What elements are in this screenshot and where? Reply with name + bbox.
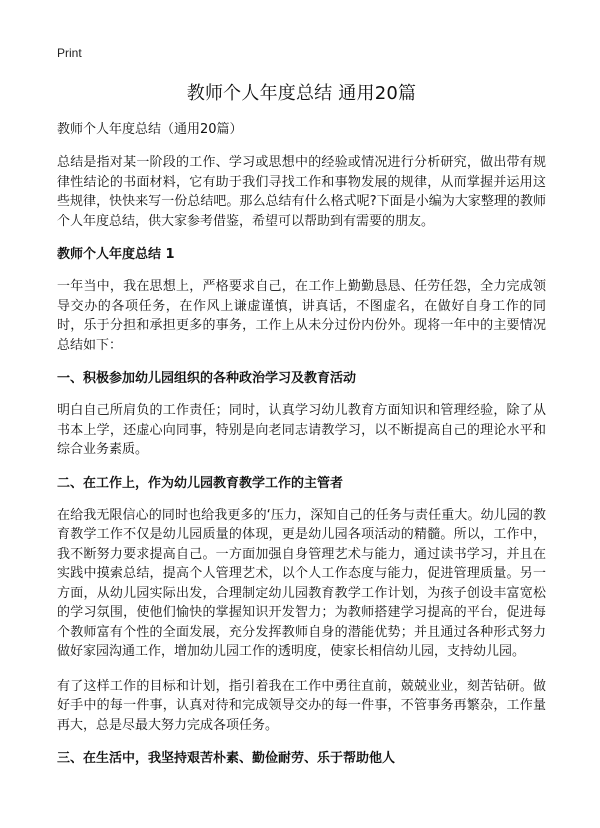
part-2-paragraph-2: 有了这样工作的目标和计划，指引着我在工作中勇往直前，兢兢业业，刻苦钻研。做好手中的每一件事，认真对待和完成领导交办的每一件事，不管事务再繁杂，工作量再大，总是尽最大努力完成各项任务。 xyxy=(57,678,546,733)
intro-paragraph: 总结是指对某一阶段的工作、学习或思想中的经验或情况进行分析研究，做出带有规律性结论的书面材料，它有助于我们寻找工作和事物发展的规律，从而掌握并运用这些规律，快快来写一份总结吧。那么总结有什么格式呢?下面是小编为大家整理的教师个人年度总结，供大家参考借鉴，希望可以帮助到有需要的朋友。 xyxy=(57,155,546,229)
article-body xyxy=(57,121,546,781)
part-1-heading: 一、积极参加幼儿园组织的各种政治学习及教育活动 xyxy=(57,371,357,386)
part-1-paragraph: 明白自己所肩负的工作责任；同时，认真学习幼儿教育方面知识和管理经验，除了从书本上学，还虚心向同事，特别是向老同志请教学习，以不断提高自己的理论水平和综合业务素质。 xyxy=(57,403,546,457)
section-heading-1: 教师个人年度总结 1 xyxy=(57,247,175,262)
part-2-heading: 二、在工作上，作为幼儿园教育教学工作的主管者 xyxy=(57,475,344,491)
part-3-heading: 三、在生活中，我坚持艰苦朴素、勤俭耐劳、乐于帮助他人 xyxy=(57,751,396,766)
part-2-paragraph-1: 在给我无限信心的同时也给我更多的‘压力，深知自己的任务与责任重大。幼儿园的教育教学工作不仅是幼儿园质量的体现，更是幼儿园各项活动的精髓。所以，工作中，我不断努力要求提高自己。一方面加强自身管理艺术与能力，通过读书学习，并且在实践中摸索总结，提高个人管理艺术，以个人工作态度与能力，促进管理质量。另一方面，从幼儿园实际出发，合理制定幼儿园教育教学工作计划，为孩子创设丰富宽松的学习氛围，使他们愉快的掌握知识开发智力；为教师搭建学习提高的平台，促进每个教师富有个性的全面发展，充分发挥教师自身的潜能优势；并且通过各种形式努力做好家园沟通工作，增加幼儿园工作的透明度，使家长相信幼儿园，支持幼儿园。 xyxy=(57,507,546,659)
print-link[interactable]: Print xyxy=(57,46,82,60)
page-title: 教师个人年度总结 通用20篇 xyxy=(186,83,417,104)
section-1-intro-paragraph: 一年当中，我在思想上，严格要求自己，在工作上勤勤恳恳、任劳任怨，全力完成领导交办的各项任务，在作风上谦虚谨慎，讲真话，不图虚名，在做好自身工作的同时，乐于分担和承担更多的事务，工作上从未分过份内份外。现将一年中的主要情况总结如下： xyxy=(57,279,546,353)
article-subtitle: 教师个人年度总结（通用20篇） xyxy=(57,122,243,137)
